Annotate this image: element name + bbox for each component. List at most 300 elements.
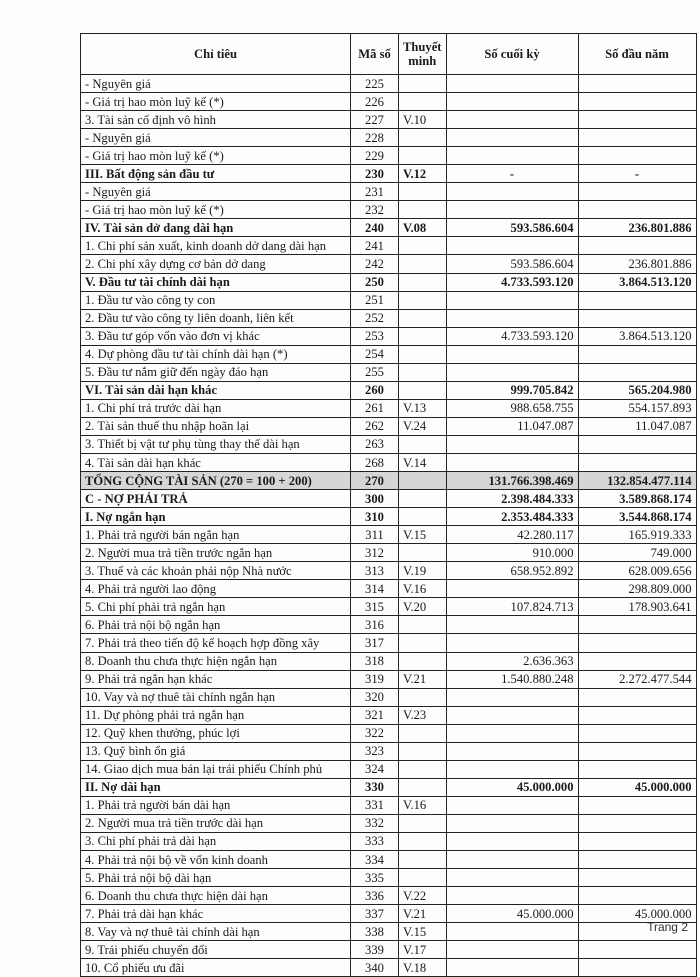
row-label: - Nguyên giá [81,129,351,147]
row-begin-balance [578,201,696,219]
row-note: V.12 [399,165,447,183]
row-code: 322 [351,724,399,742]
row-code: 263 [351,435,399,453]
row-code: 338 [351,923,399,941]
row-code: 317 [351,634,399,652]
row-code: 227 [351,111,399,129]
table-row [81,562,697,580]
row-end-balance [446,742,578,760]
row-begin-balance: 3.544.868.174 [578,508,696,526]
row-end-balance: - [446,165,578,183]
row-label: 10. Vay và nợ thuê tài chính ngắn hạn [81,688,351,706]
row-label: - Nguyên giá [81,183,351,201]
row-note [399,634,447,652]
row-note [399,129,447,147]
row-label: 8. Doanh thu chưa thực hiện ngắn hạn [81,652,351,670]
row-begin-balance [578,941,696,959]
table-row [81,670,697,688]
table-row [81,183,697,201]
row-label: 10. Cổ phiếu ưu đãi [81,959,351,977]
row-end-balance [446,291,578,309]
row-label: 14. Giao dịch mua bán lại trái phiếu Chính phủ [81,760,351,778]
row-begin-balance [578,869,696,887]
row-code: 241 [351,237,399,255]
row-begin-balance: 236.801.886 [578,255,696,273]
row-label: - Giá trị hao mòn luỹ kế (*) [81,201,351,219]
row-begin-balance: 749.000 [578,544,696,562]
row-begin-balance [578,309,696,327]
row-note [399,183,447,201]
row-begin-balance: 45.000.000 [578,778,696,796]
row-code: 336 [351,887,399,905]
row-begin-balance [578,129,696,147]
table-row [81,887,697,905]
row-end-balance [446,832,578,850]
row-end-balance [446,183,578,201]
row-code: 262 [351,417,399,435]
row-code: 324 [351,760,399,778]
row-begin-balance [578,688,696,706]
row-note [399,237,447,255]
row-end-balance [446,706,578,724]
row-end-balance: 107.824.713 [446,598,578,616]
row-label: V. Đầu tư tài chính dài hạn [81,273,351,291]
header-code: Mã số [351,34,399,75]
table-row [81,237,697,255]
row-begin-balance [578,760,696,778]
row-note: V.13 [399,399,447,417]
table-row [81,363,697,381]
row-end-balance [446,363,578,381]
table-row [81,345,697,363]
row-code: 319 [351,670,399,688]
row-begin-balance [578,742,696,760]
table-row [81,760,697,778]
row-end-balance: 4.733.593.120 [446,273,578,291]
row-end-balance: 910.000 [446,544,578,562]
row-code: 339 [351,941,399,959]
row-code: 260 [351,381,399,399]
row-begin-balance [578,345,696,363]
table-header-row [81,34,697,75]
table-row [81,580,697,598]
table-row [81,219,697,237]
table-row [81,165,697,183]
row-label: 4. Dự phòng đầu tư tài chính dài hạn (*) [81,345,351,363]
row-code: 255 [351,363,399,381]
table-row [81,435,697,453]
row-begin-balance [578,111,696,129]
row-code: 321 [351,706,399,724]
row-code: 268 [351,453,399,471]
row-end-balance [446,111,578,129]
row-label: 4. Phải trả nội bộ về vốn kinh doanh [81,851,351,869]
row-code: 228 [351,129,399,147]
row-begin-balance [578,706,696,724]
row-end-balance: 45.000.000 [446,905,578,923]
row-end-balance [446,851,578,869]
row-note [399,652,447,670]
table-row [81,778,697,796]
table-row [81,796,697,814]
row-note [399,869,447,887]
row-label: III. Bất động sản đầu tư [81,165,351,183]
row-end-balance [446,435,578,453]
row-note: V.22 [399,887,447,905]
row-note [399,814,447,832]
row-end-balance: 988.658.755 [446,399,578,417]
row-code: 270 [351,472,399,490]
row-label: 1. Chi phí trả trước dài hạn [81,399,351,417]
row-label: 3. Thuế và các khoản phải nộp Nhà nước [81,562,351,580]
table-row [81,652,697,670]
row-end-balance [446,580,578,598]
row-end-balance [446,345,578,363]
row-label: IV. Tài sản dở dang dài hạn [81,219,351,237]
table-row [81,742,697,760]
row-note [399,851,447,869]
row-begin-balance [578,887,696,905]
row-end-balance [446,724,578,742]
row-note [399,345,447,363]
row-label: 1. Đầu tư vào công ty con [81,291,351,309]
row-code: 340 [351,959,399,977]
row-label: 7. Phải trả dài hạn khác [81,905,351,923]
row-code: 314 [351,580,399,598]
row-label: 3. Chi phí phải trả dài hạn [81,832,351,850]
row-begin-balance [578,435,696,453]
row-begin-balance [578,453,696,471]
row-begin-balance [578,652,696,670]
row-note [399,93,447,111]
table-row [81,490,697,508]
row-begin-balance: 236.801.886 [578,219,696,237]
row-begin-balance: 132.854.477.114 [578,472,696,490]
row-code: 323 [351,742,399,760]
row-begin-balance [578,147,696,165]
table-row [81,941,697,959]
row-note [399,832,447,850]
row-begin-balance: 3.864.513.120 [578,273,696,291]
row-note [399,75,447,93]
row-note [399,291,447,309]
row-note: V.23 [399,706,447,724]
row-code: 253 [351,327,399,345]
row-label: 11. Dự phòng phải trả ngắn hạn [81,706,351,724]
row-code: 331 [351,796,399,814]
row-begin-balance: - [578,165,696,183]
row-code: 311 [351,526,399,544]
row-end-balance: 4.733.593.120 [446,327,578,345]
row-note [399,273,447,291]
row-end-balance [446,941,578,959]
row-label: 4. Phải trả người lao động [81,580,351,598]
row-code: 334 [351,851,399,869]
row-label: 12. Quỹ khen thưởng, phúc lợi [81,724,351,742]
row-note: V.24 [399,417,447,435]
row-begin-balance: 3.589.868.174 [578,490,696,508]
row-end-balance [446,688,578,706]
row-label: 7. Phải trả theo tiến độ kế hoạch hợp đồng xây [81,634,351,652]
header-note: Thuyết minh [399,34,447,75]
row-label: VI. Tài sản dài hạn khác [81,381,351,399]
row-label: 5. Đầu tư nắm giữ đến ngày đáo hạn [81,363,351,381]
row-label: 9. Trái phiếu chuyển đổi [81,941,351,959]
row-begin-balance: 11.047.087 [578,417,696,435]
row-end-balance: 131.766.398.469 [446,472,578,490]
row-begin-balance [578,959,696,977]
row-note [399,309,447,327]
row-note: V.21 [399,670,447,688]
row-label: 1. Phải trả người bán ngắn hạn [81,526,351,544]
row-code: 229 [351,147,399,165]
row-code: 232 [351,201,399,219]
row-label: II. Nợ dài hạn [81,778,351,796]
row-note: V.08 [399,219,447,237]
row-code: 230 [351,165,399,183]
table-row [81,616,697,634]
row-code: 316 [351,616,399,634]
row-label: TỔNG CỘNG TÀI SẢN (270 = 100 + 200) [81,472,351,490]
row-label: 5. Chi phí phải trả ngắn hạn [81,598,351,616]
table-row [81,832,697,850]
row-end-balance [446,814,578,832]
row-note [399,724,447,742]
row-end-balance [446,147,578,165]
row-note [399,490,447,508]
row-begin-balance [578,851,696,869]
table-row [81,453,697,471]
row-begin-balance: 628.009.656 [578,562,696,580]
table-row [81,111,697,129]
row-begin-balance [578,724,696,742]
row-note [399,616,447,634]
row-begin-balance: 3.864.513.120 [578,327,696,345]
row-code: 330 [351,778,399,796]
table-row [81,923,697,941]
table-row [81,634,697,652]
row-label: 3. Tài sản cố định vô hình [81,111,351,129]
row-end-balance [446,923,578,941]
row-end-balance: 2.353.484.333 [446,508,578,526]
table-row [81,724,697,742]
row-note: V.15 [399,526,447,544]
row-end-balance [446,453,578,471]
row-code: 312 [351,544,399,562]
row-label: C - NỢ PHẢI TRẢ [81,490,351,508]
header-end-balance: Số cuối kỳ [446,34,578,75]
table-row [81,417,697,435]
row-code: 250 [351,273,399,291]
row-code: 315 [351,598,399,616]
row-label: - Nguyên giá [81,75,351,93]
table-row [81,291,697,309]
row-label: - Giá trị hao mòn luỹ kế (*) [81,93,351,111]
row-end-balance [446,959,578,977]
row-end-balance: 2.636.363 [446,652,578,670]
row-begin-balance [578,75,696,93]
row-begin-balance: 554.157.893 [578,399,696,417]
row-code: 225 [351,75,399,93]
header-begin-balance: Số đầu năm [578,34,696,75]
row-label: - Giá trị hao mòn luỹ kế (*) [81,147,351,165]
row-end-balance: 593.586.604 [446,219,578,237]
row-end-balance [446,760,578,778]
row-note: V.19 [399,562,447,580]
row-label: 3. Thiết bị vật tư phụ tùng thay thế dài hạn [81,435,351,453]
row-label: 6. Doanh thu chưa thực hiện dài hạn [81,887,351,905]
row-begin-balance [578,237,696,255]
row-note [399,472,447,490]
row-code: 261 [351,399,399,417]
row-end-balance: 11.047.087 [446,417,578,435]
row-label: 8. Vay và nợ thuê tài chính dài hạn [81,923,351,941]
table-row [81,526,697,544]
row-begin-balance [578,183,696,201]
row-label: 4. Tài sản dài hạn khác [81,453,351,471]
row-label: 2. Người mua trả tiền trước dài hạn [81,814,351,832]
table-row [81,147,697,165]
row-begin-balance: 298.809.000 [578,580,696,598]
row-end-balance [446,129,578,147]
row-note: V.16 [399,796,447,814]
row-label: 2. Chi phí xây dựng cơ bản dở dang [81,255,351,273]
row-begin-balance [578,814,696,832]
row-end-balance: 658.952.892 [446,562,578,580]
table-row [81,851,697,869]
row-end-balance [446,201,578,219]
row-end-balance: 1.540.880.248 [446,670,578,688]
row-note [399,544,447,562]
row-code: 242 [351,255,399,273]
row-note: V.20 [399,598,447,616]
table-body [81,75,697,977]
row-note [399,363,447,381]
table-row [81,381,697,399]
row-code: 240 [351,219,399,237]
row-code: 335 [351,869,399,887]
row-end-balance [446,634,578,652]
table-row [81,93,697,111]
table-row [81,959,697,977]
row-end-balance: 593.586.604 [446,255,578,273]
row-begin-balance [578,832,696,850]
table-row [81,508,697,526]
row-label: I. Nợ ngắn hạn [81,508,351,526]
row-end-balance [446,237,578,255]
row-note [399,327,447,345]
row-label: 2. Tài sản thuế thu nhập hoãn lại [81,417,351,435]
balance-sheet-table [80,33,697,977]
table-row [81,273,697,291]
table-row [81,905,697,923]
row-begin-balance [578,616,696,634]
row-end-balance: 2.398.484.333 [446,490,578,508]
table-row [81,255,697,273]
row-note [399,255,447,273]
row-begin-balance [578,291,696,309]
table-row [81,706,697,724]
row-begin-balance [578,363,696,381]
row-code: 313 [351,562,399,580]
row-note: V.14 [399,453,447,471]
row-note [399,778,447,796]
row-label: 2. Người mua trả tiền trước ngắn hạn [81,544,351,562]
row-note [399,381,447,399]
row-code: 320 [351,688,399,706]
row-note [399,147,447,165]
row-code: 226 [351,93,399,111]
row-label: 1. Chi phí sản xuất, kinh doanh dở dang dài hạn [81,237,351,255]
row-note [399,508,447,526]
row-begin-balance: 45.000.000 [578,905,696,923]
row-note: V.10 [399,111,447,129]
table-row [81,201,697,219]
table-row [81,688,697,706]
row-note: V.18 [399,959,447,977]
row-end-balance: 999.705.842 [446,381,578,399]
row-code: 337 [351,905,399,923]
row-note [399,201,447,219]
row-note: V.17 [399,941,447,959]
row-code: 251 [351,291,399,309]
table-row [81,814,697,832]
row-note [399,435,447,453]
row-code: 310 [351,508,399,526]
row-code: 333 [351,832,399,850]
table-row [81,598,697,616]
page-number: Trang 2 [647,920,688,934]
row-end-balance: 42.280.117 [446,526,578,544]
table-row [81,129,697,147]
row-end-balance [446,796,578,814]
row-label: 13. Quỹ bình ổn giá [81,742,351,760]
row-note: V.15 [399,923,447,941]
header-item: Chỉ tiêu [81,34,351,75]
row-code: 300 [351,490,399,508]
table-row [81,75,697,93]
row-note [399,760,447,778]
table-row [81,544,697,562]
row-end-balance: 45.000.000 [446,778,578,796]
row-code: 231 [351,183,399,201]
row-code: 318 [351,652,399,670]
row-end-balance [446,887,578,905]
row-note [399,742,447,760]
row-code: 252 [351,309,399,327]
row-code: 254 [351,345,399,363]
row-label: 1. Phải trả người bán dài hạn [81,796,351,814]
row-end-balance [446,616,578,634]
row-begin-balance [578,634,696,652]
row-note [399,688,447,706]
row-begin-balance: 2.272.477.544 [578,670,696,688]
table-row [81,309,697,327]
table-row [81,472,697,490]
row-label: 3. Đầu tư góp vốn vào đơn vị khác [81,327,351,345]
row-begin-balance: 165.919.333 [578,526,696,544]
row-begin-balance: 178.903.641 [578,598,696,616]
row-label: 9. Phải trả ngắn hạn khác [81,670,351,688]
row-end-balance [446,75,578,93]
table-row [81,399,697,417]
table-row [81,869,697,887]
row-end-balance [446,93,578,111]
row-code: 332 [351,814,399,832]
row-label: 6. Phải trả nội bộ ngắn hạn [81,616,351,634]
row-note: V.16 [399,580,447,598]
row-end-balance [446,869,578,887]
